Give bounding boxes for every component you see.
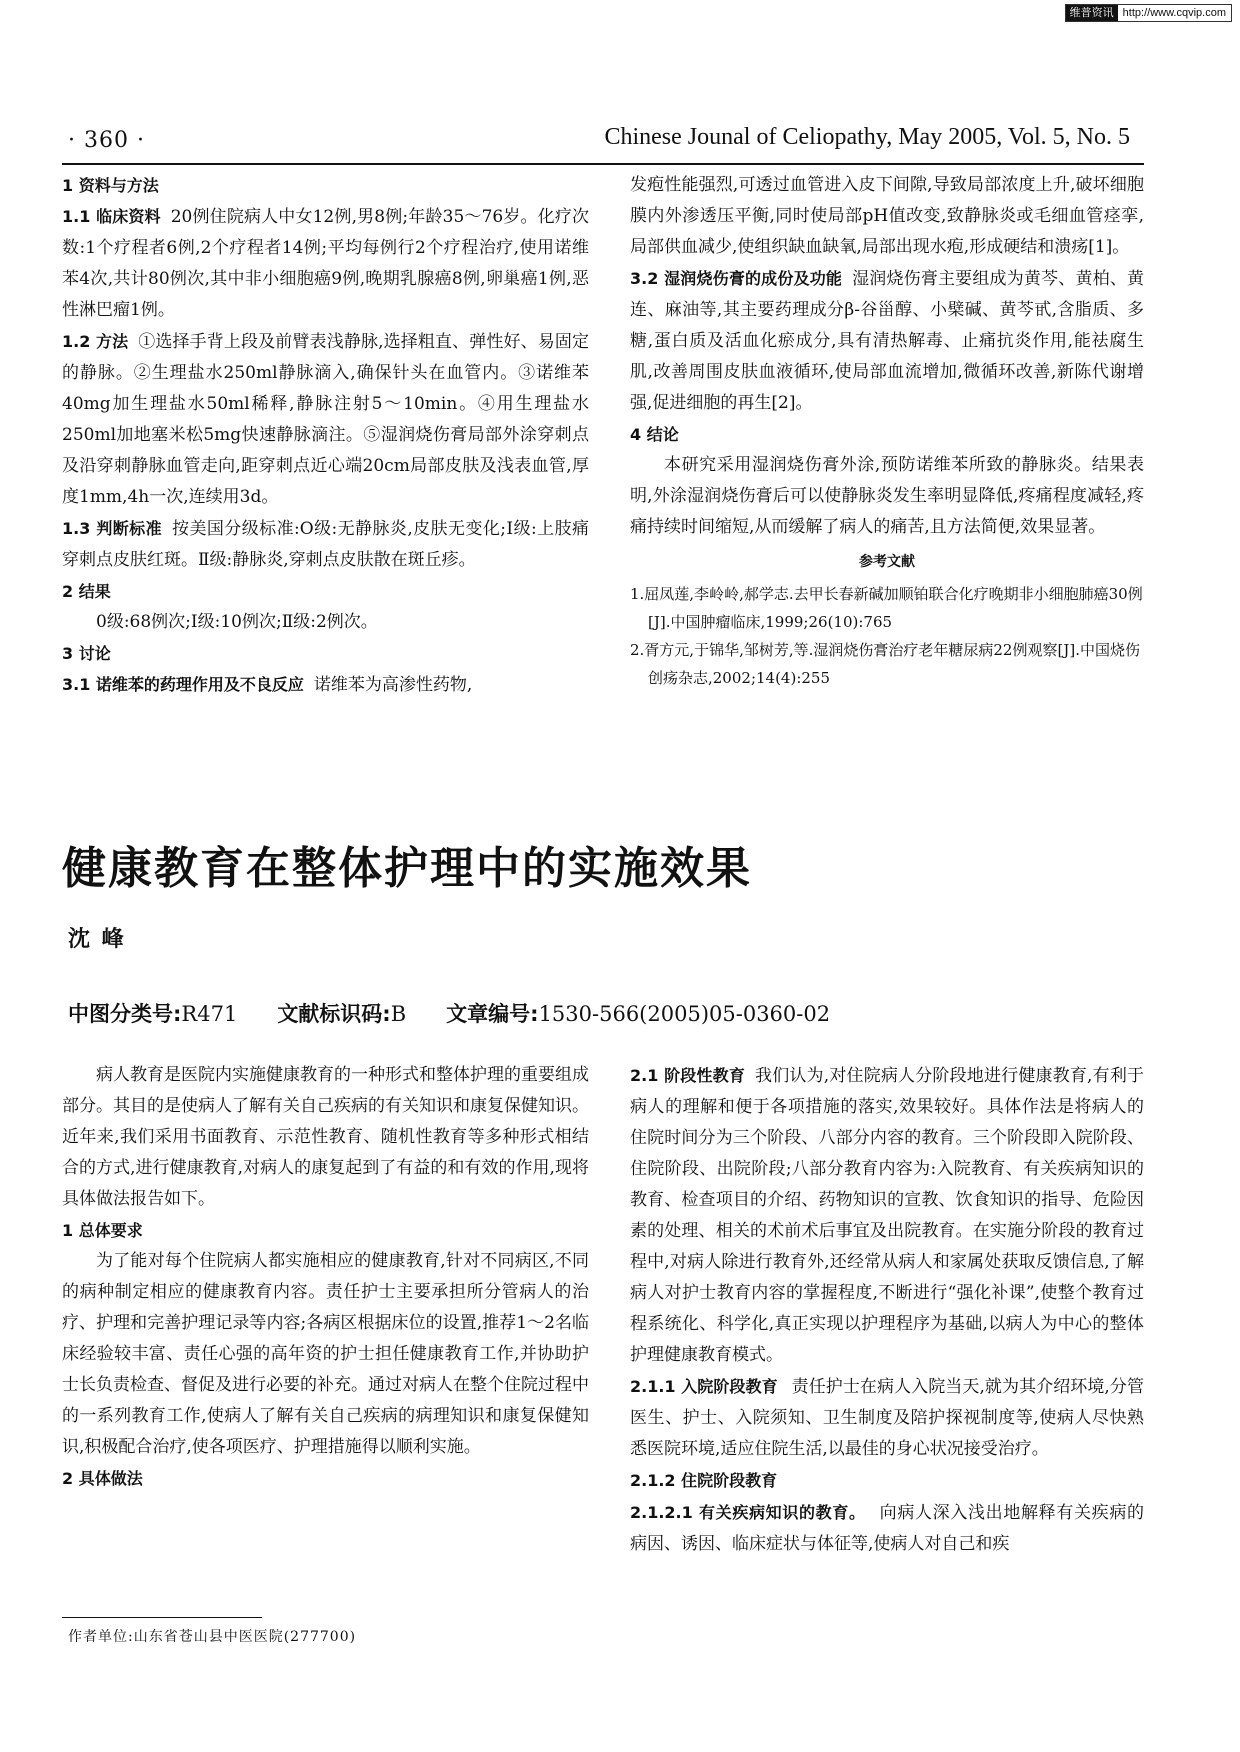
subsection-label: 3.1 诺维苯的药理作用及不良反应 (62, 675, 304, 694)
classification-value: 1530-566(2005)05-0360-02 (538, 1002, 831, 1026)
prev-article-right-column (630, 170, 1144, 692)
classification-item (68, 1002, 237, 1026)
paragraph: 本研究采用湿润烧伤膏外涂,预防诺维苯所致的静脉炎。结果表明,外涂湿润烧伤膏后可以使静脉炎发生率明显降低,疼痛程度减轻,疼痛持续时间缩短,从而缓解了病人的痛苦,且方法简便,效果显著。 (630, 455, 1144, 537)
watermark-label: 维普资讯 (1066, 5, 1118, 21)
subsection-text: 向病人深入浅出地解释有关疾病的病因、诱因、临床症状与体征等,使病人对自己和疾 (630, 1503, 1144, 1554)
article-left-column (62, 1060, 589, 1494)
section-heading: 3 讨论 (62, 644, 111, 663)
reference-item: 1.屈凤莲,李岭岭,郝学志.去甲长春新碱加顺铂联合化疗晚期非小细胞肺癌30例[J].中国肿瘤临床,1999;26(10):765 (630, 585, 1143, 631)
subsection-paragraph (630, 1465, 1144, 1497)
paragraph: 发疱性能强烈,可透过血管进入皮下间隙,导致局部浓度上升,破坏细胞膜内外渗透压平衡,同时使局部pH值改变,致静脉炎或毛细血管痉挛,局部供血减少,使组织缺血缺氧,局部出现水疱,形成硬结和溃疡[1]。 (630, 175, 1144, 257)
classification-key: 文献标识码: (277, 1002, 391, 1026)
subsection-label: 3.2 湿润烧伤膏的成份及功能 (630, 269, 843, 288)
subsection-label: 1.3 判断标准 (62, 519, 163, 538)
paragraph: 病人教育是医院内实施健康教育的一种形式和整体护理的重要组成部分。其目的是使病人了解有关自己疾病的有关知识和康复保健知识。近年来,我们采用书面教育、示范性教育、随机性教育等多种形式相结合的方式,进行健康教育,对病人的康复起到了有益的和有效的作用,现将具体做法报告如下。 (62, 1065, 589, 1209)
watermark-url[interactable]: http://www.cqvip.com (1118, 5, 1231, 21)
section-heading: 1 资料与方法 (62, 176, 159, 195)
classification-key: 中图分类号: (68, 1002, 182, 1026)
subsection-paragraph (630, 1060, 1144, 1371)
subsection-label: 2.1.1 入院阶段教育 (630, 1377, 778, 1396)
section-heading: 1 总体要求 (62, 1221, 143, 1240)
prev-article-left-column (62, 170, 589, 701)
section-heading: 4 结论 (630, 425, 679, 444)
header-rule (62, 163, 1144, 165)
subsection-text: 我们认为,对住院病人分阶段地进行健康教育,有利于病人的理解和便于各项措施的落实,效果较好。具体作法是将病人的住院时间分为三个阶段、八部分内容的教育。三个阶段即入院阶段、住院阶段、出院阶段;八部分教育内容为:入院教育、有关疾病知识的教育、检查项目的介绍、药物知识的宣教、饮食知识的指导、危险因素的处理、相关的术前术后事宜及出院教育。在实施分阶段的教育过程中,对病人除进行教育外,还经常从病人和家属处获取反馈信息,了解病人对护士教育内容的掌握程度,不断进行“强化补课”,使整个教育过程系统化、科学化,真正实现以护理程序为基础,以病人为中心的整体护理健康教育模式。 (630, 1066, 1144, 1365)
page-number: · 360 · (68, 128, 145, 153)
author-affiliation: 作者单位:山东省苍山县中医医院(277700) (68, 1629, 357, 1645)
subsection-label: 2.1 阶段性教育 (630, 1066, 746, 1085)
classification-value: B (390, 1002, 407, 1026)
classification-item (446, 1002, 830, 1026)
subsection-text: 责任护士在病人入院当天,就为其介绍环境,分管医生、护士、入院须知、卫生制度及陪护探视制度等,使病人尽快熟悉医院环境,适应住院生活,以最佳的身心状况接受治疗。 (630, 1377, 1144, 1459)
subsection-text: 按美国分级标准:O级:无静脉炎,皮肤无变化;Ⅰ级:上肢痛穿刺点皮肤红斑。Ⅱ级:静脉炎,穿刺点皮肤散在斑丘疹。 (62, 519, 589, 570)
journal-header: Chinese Jounal of Celiopathy, May 2005, Vol. 5, No. 5 (604, 124, 1130, 150)
subsection-paragraph (630, 1371, 1144, 1465)
references-title: 参考文献 (859, 554, 915, 570)
subsection-paragraph (62, 326, 589, 513)
classification-value: R471 (181, 1002, 238, 1026)
watermark (1065, 4, 1232, 22)
classification-item (277, 1002, 406, 1026)
section-heading: 2 结果 (62, 582, 111, 601)
classification-line (68, 998, 870, 1028)
subsection-text: 20例住院病人中女12例,男8例;年龄35～76岁。化疗次数:1个疗程者6例,2个疗程者14例;平均每例行2个疗程治疗,使用诺维苯4次,共计80例次,其中非小细胞癌9例,晚期乳腺癌8例,卵巢癌1例,恶性淋巴瘤1例。 (62, 207, 589, 320)
subsection-label: 1.1 临床资料 (62, 207, 161, 226)
subsection-paragraph (630, 263, 1144, 419)
section-heading: 2 具体做法 (62, 1469, 143, 1488)
article-right-column (630, 1060, 1144, 1560)
paragraph: 0级:68例次;Ⅰ级:10例次;Ⅱ级:2例次。 (96, 612, 378, 632)
subsection-label: 2.1.2.1 有关疾病知识的教育。 (630, 1503, 866, 1522)
paragraph: 为了能对每个住院病人都实施相应的健康教育,针对不同病区,不同的病种制定相应的健康教育内容。责任护士主要承担所分管病人的治疗、护理和完善护理记录等内容;各病区根据床位的设置,推荐1～2名临床经验较丰富、责任心强的高年资的护士担任健康教育工作,并协助护士长负责检查、督促及进行必要的补充。通过对病人在整个住院过程中的一系列教育工作,使病人了解有关自己疾病的病理知识和康复保健知识,积极配合治疗,使各项医疗、护理措施得以顺利实施。 (62, 1251, 589, 1457)
subsection-text: ①选择手背上段及前臂表浅静脉,选择粗直、弹性好、易固定的静脉。②生理盐水250ml静脉滴入,确保针头在血管内。③诺维苯40mg加生理盐水50ml稀释,静脉注射5～10min。④用生理盐水250ml加地塞米松5mg快速静脉滴注。⑤湿润烧伤膏局部外涂穿刺点及沿穿刺静脉血管走向,距穿刺点近心端20cm局部皮肤及浅表血管,厚度1mm,4h一次,连续用3d。 (62, 332, 589, 507)
subsection-label: 2.1.2 住院阶段教育 (630, 1471, 778, 1490)
footnote-rule (62, 1617, 262, 1618)
subsection-text: 湿润烧伤膏主要组成为黄芩、黄柏、黄连、麻油等,其主要药理成分β-谷甾醇、小檗碱、黄芩甙,含脂质、多糖,蛋白质及活血化瘀成分,具有清热解毒、止痛抗炎作用,能祛腐生肌,改善周围皮肤血液循环,使局部血流增加,微循环改善,新陈代谢增强,促进细胞的再生[2]。 (630, 269, 1144, 413)
subsection-paragraph (630, 1497, 1144, 1560)
subsection-label: 1.2 方法 (62, 332, 129, 351)
subsection-paragraph (62, 513, 589, 576)
classification-key: 文章编号: (446, 1002, 539, 1026)
article-author: 沈 峰 (68, 926, 126, 952)
reference-item: 2.胥方元,于锦华,邹树芳,等.湿润烧伤膏治疗老年糖尿病22例观察[J].中国烧伤创疡杂志,2002;14(4):255 (630, 641, 1140, 687)
subsection-text: 诺维苯为高渗性药物, (313, 675, 473, 695)
subsection-paragraph (62, 669, 589, 701)
subsection-paragraph (62, 201, 589, 326)
article-title: 健康教育在整体护理中的实施效果 (62, 843, 752, 894)
